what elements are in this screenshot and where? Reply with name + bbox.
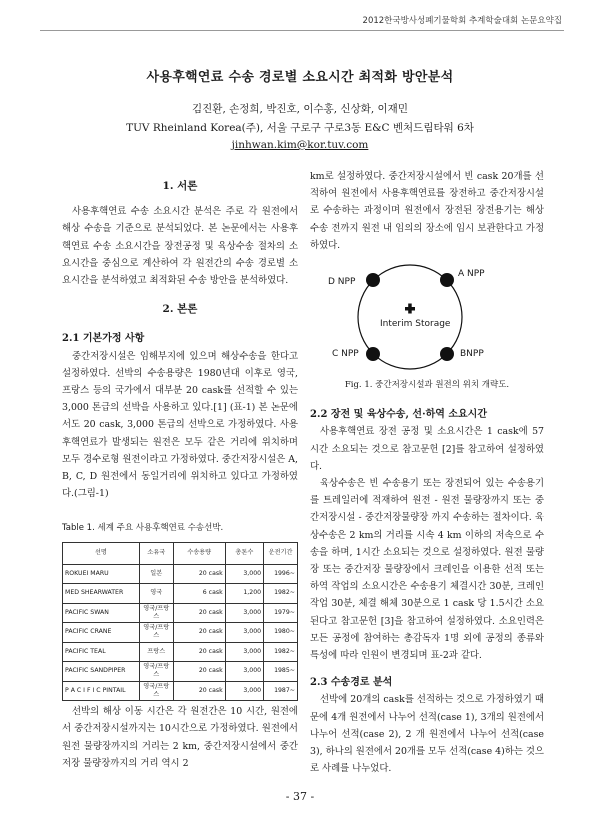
table-header-cell: 운전기간 — [264, 542, 298, 564]
table-cell: PACIFIC TEAL — [63, 642, 140, 662]
intro-heading: 1. 서론 — [162, 180, 198, 192]
section-2-2-paragraph-2: 육상수송은 빈 수송용기 또는 장전되어 있는 수송용기를 트레일러에 적재하여 원전 - 원전 물량장까지 또는 중간저장시설 - 중간저장물량장 까지 수송하는 절차이다. 육상수송은 2 km의 거리를 시속 4 km 이하의 저속으로 수송을 하며, 1시간 소요되는 것으로 설정하였다. 원전 물량장 또는 중간저장 물량장에서 크레인을 이용한 선적 또는 하역 작업의 소요시간은 수송용기 체결시간 30분, 크레인작업 30분, 체결 해체 30분으로 1 cask 당 1.5시간 소요된다고 참고문헌 [3]을 참고하여 설정하였다. 소요인력은 모든 공정에 참여하는 총감독자 1명 외에 공정의 종류와 특성에 따라 인원이 변경되며 표-2과 같다. — [310, 478, 544, 662]
intro-paragraph: 사용후핵연료 수송 소요시간 분석은 주로 각 원전에서 해상 수송을 기준으로 분석되었다. 본 논문에서는 사용후핵연료 수송 소요시간을 장전공정 및 육상수송 절차의 소요시간을 중심으로 계산하여 각 원전간의 수송 경로별 소요시간을 분석하였고 최적화된 수송 방안을 분석하였다. — [62, 206, 298, 287]
table-row — [63, 564, 298, 584]
right-column — [310, 168, 544, 777]
after-table-paragraph: 선박의 해상 이동 시간은 각 원전간은 10 시간, 원전에서 중간저장시설까지는 10시간으로 가정하였다. 원전에서 원전 물량장까지의 거리는 2 km, 중간저장시설에서 중간저장 물량장까지의 거리 역시 2 — [62, 706, 298, 769]
table-cell: PACIFIC SWAN — [63, 603, 140, 623]
table-cell: 일본 — [139, 564, 173, 584]
table-cell: 3,000 — [225, 623, 263, 643]
table-row — [63, 623, 298, 643]
interim-storage-label: Interim Storage — [380, 319, 451, 330]
table-header-cell: 총톤수 — [225, 542, 263, 564]
table-cell: 6 cask — [173, 584, 225, 604]
affiliation: TUV Rheinland Korea(주), 서울 구로구 구로3동 E&C 벤처드림타워 6차 — [126, 122, 474, 134]
section-2-3-heading: 2.3 수송경로 분석 — [310, 677, 393, 689]
table-cell: 영국/프랑스 — [139, 662, 173, 682]
table-cell: 프랑스 — [139, 642, 173, 662]
table-cell: PACIFIC CRANE — [63, 623, 140, 643]
bnpp-label: BNPP — [460, 349, 484, 360]
table-row — [63, 681, 298, 701]
table-cell: 20 cask — [173, 623, 225, 643]
table-cell: 20 cask — [173, 603, 225, 623]
body-heading: 2. 본론 — [162, 303, 198, 316]
anpp-marker — [440, 273, 454, 287]
table-cell: 3,000 — [225, 603, 263, 623]
page-number: - 37 - — [285, 790, 315, 803]
table-cell: 영국/프랑스 — [139, 603, 173, 623]
table-header-cell: 선명 — [63, 542, 140, 564]
section-2-1-paragraph: 중간저장시설은 임해부지에 있으며 해상수송을 한다고 설정하였다. 선박의 수송용량은 1980년대 이후로 영국, 프랑스 등의 국가에서 대부분 20 cask를 선적할 수 있는 3,000 톤급의 선박을 사용하고 있다.[1] (표-1) 본 논문에서도 20 cask, 3,000 톤급의 선박으로 가정하였다. 사용후핵연료가 발생되는 원전은 모두 같은 거리에 위치하며 모두 경수로형 원전이라고 가정하였다. 중간저장시설은 A, B, C, D 원전에서 동일거리에 위치하고 있다고 가정하였다.(그림-1) — [62, 350, 298, 500]
table-cell: 20 cask — [173, 564, 225, 584]
table-caption: Table 1. 세계 주요 사용후핵연료 수송선박. — [62, 523, 224, 534]
table-cell: 1996~ — [264, 564, 298, 584]
bnpp-marker — [440, 347, 454, 361]
dnpp-label: D NPP — [328, 277, 356, 288]
cnpp-marker — [366, 347, 380, 361]
table-cell: 3,000 — [225, 681, 263, 701]
table-cell: 20 cask — [173, 642, 225, 662]
table-cell: 20 cask — [173, 681, 225, 701]
anpp-label: A NPP — [458, 269, 485, 280]
interim-storage-icon — [405, 304, 415, 314]
table-cell: 1985~ — [264, 662, 298, 682]
table-cell: PACIFIC SANDPIPER — [63, 662, 140, 682]
table-row — [63, 662, 298, 682]
table-cell: 1982~ — [264, 642, 298, 662]
table-row — [63, 603, 298, 623]
figure-caption: Fig. 1. 중간저장시설과 원전의 위치 개략도. — [344, 380, 510, 391]
table-cell: 3,000 — [225, 564, 263, 584]
table-cell: ROKUEI MARU — [63, 564, 140, 584]
table-cell: 영국 — [139, 584, 173, 604]
right-top-paragraph: km로 설정하였다. 중간저장시설에서 빈 cask 20개를 선적하여 원전에서 사용후핵연료를 장전하고 중간저장시설로 수송하는 과정이며 원전에서 장전된 장전용기는 해상수송 전까지 원전 내 임의의 장소에 임시 보관한다고 가정하였다. — [310, 171, 544, 251]
table-header-cell: 수송용량 — [173, 542, 225, 564]
figure-1 — [310, 260, 544, 375]
cnpp-label: C NPP — [332, 349, 359, 360]
table-cell: 1979~ — [264, 603, 298, 623]
header-rule — [40, 30, 564, 31]
table-cell: 1982~ — [264, 584, 298, 604]
table-cell: 1980~ — [264, 623, 298, 643]
table-cell: P A C I F I C PINTAIL — [63, 681, 140, 701]
table-row — [63, 584, 298, 604]
table-cell: 20 cask — [173, 662, 225, 682]
table-header-row — [63, 542, 298, 564]
table-header-cell: 소유국 — [139, 542, 173, 564]
section-2-2-heading: 2.2 장전 및 육상수송, 선·하역 소요시간 — [310, 409, 488, 421]
ships-table — [62, 542, 298, 702]
section-2-3-paragraph: 선박에 20개의 cask를 선적하는 것으로 가정하였기 때문에 4개 원전에서 나누어 선적(case 1), 3개의 원전에서 나누어 선적(case 2), 2 개 원전에서 나누어 선적(case 3), 하나의 원전에서 20개를 모두 선적(case 4)하는 것으로 사례를 나누었다. — [310, 694, 544, 775]
table-cell: 1987~ — [264, 681, 298, 701]
email-link[interactable]: jinhwan.kim@kor.tuv.com — [231, 139, 369, 151]
table-cell: 3,000 — [225, 662, 263, 682]
left-column — [62, 178, 298, 772]
paper-title: 사용후핵연료 수송 경로별 소요시간 최적화 방안분석 — [146, 70, 454, 85]
dnpp-marker — [366, 273, 380, 287]
author-list: 김진환, 손정희, 박진호, 이수홍, 신상화, 이재민 — [192, 103, 408, 115]
table-cell: MED SHEARWATER — [63, 584, 140, 604]
running-header: 2012한국방사성폐기물학회 추계학술대회 논문요약집 — [362, 16, 562, 26]
section-2-1-heading: 2.1 기본가정 사항 — [62, 333, 145, 345]
table-row — [63, 642, 298, 662]
table-cell: 영국/프랑스 — [139, 623, 173, 643]
table-cell: 1,200 — [225, 584, 263, 604]
table-cell: 3,000 — [225, 642, 263, 662]
section-2-2-paragraph-1: 사용후핵연료 장전 공정 및 소요시간은 1 cask에 57 시간 소요되는 것으로 참고문헌 [2]를 참고하여 설정하였다. — [310, 426, 544, 472]
table-cell: 영국/프랑스 — [139, 681, 173, 701]
